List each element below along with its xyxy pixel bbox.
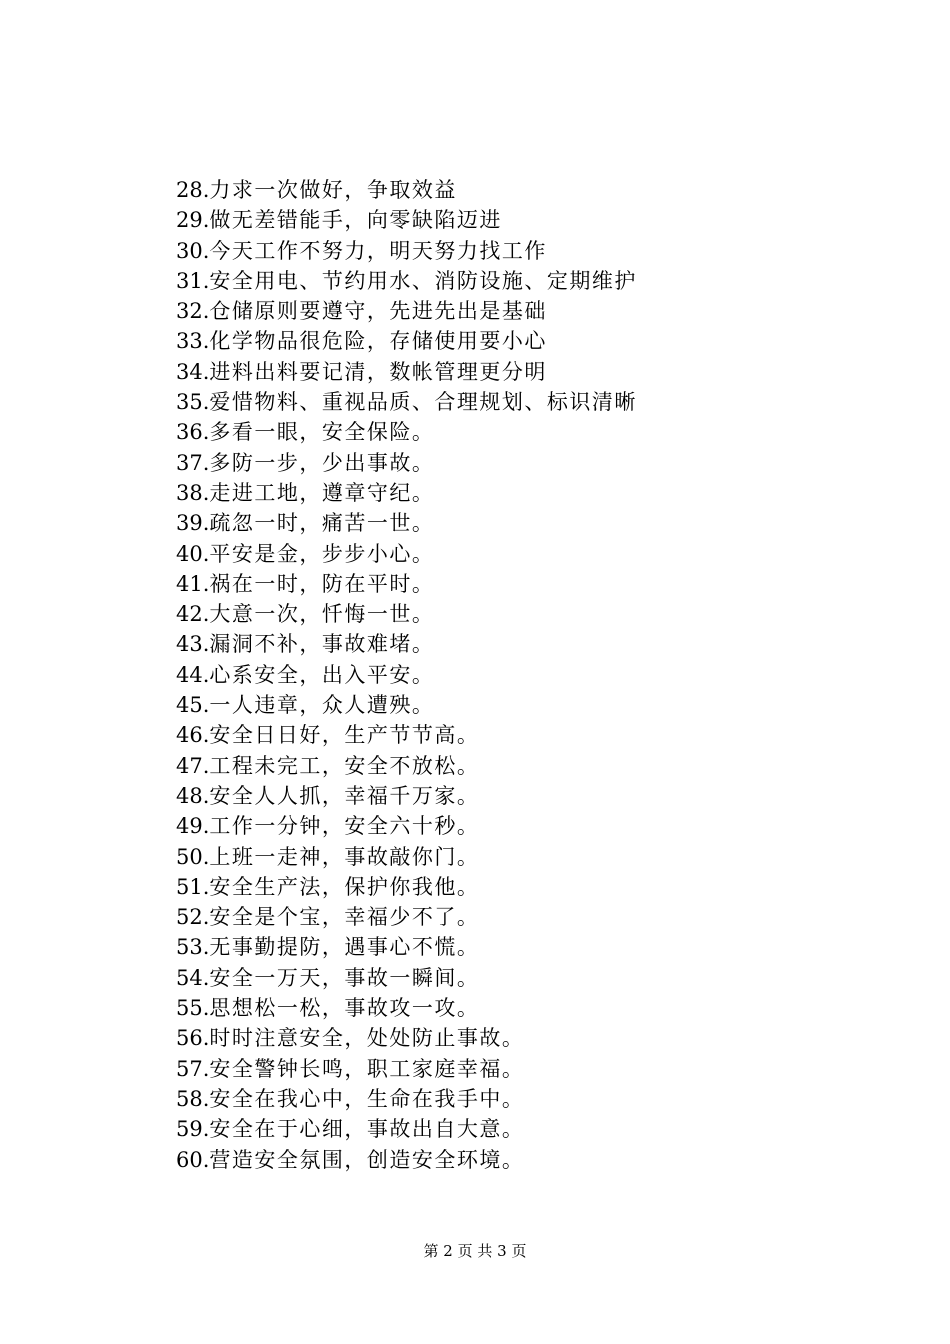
slogan-item	[176, 1054, 637, 1084]
slogan-number: 43.	[176, 632, 210, 657]
slogan-item	[176, 478, 637, 508]
slogan-number: 54.	[176, 965, 210, 990]
slogan-number: 39.	[176, 511, 210, 536]
slogan-text: 走进工地，遵章守纪。	[209, 480, 435, 505]
slogan-number: 36.	[176, 420, 210, 445]
slogan-number: 28.	[176, 178, 210, 202]
slogan-item	[176, 569, 637, 599]
slogan-item	[176, 932, 637, 962]
slogan-number: 42.	[176, 602, 210, 627]
slogan-number: 35.	[176, 390, 210, 415]
slogan-text: 平安是金，步步小心。	[209, 541, 435, 566]
slogan-number: 59.	[176, 1117, 210, 1142]
slogan-item	[176, 902, 637, 932]
slogan-item	[176, 599, 637, 629]
slogan-text: 安全一万天，事故一瞬间。	[209, 965, 480, 990]
slogan-item	[176, 175, 637, 205]
slogan-text: 工程未完工，安全不放松。	[209, 753, 480, 778]
slogan-number: 48.	[176, 783, 210, 808]
slogan-number: 38.	[176, 480, 210, 505]
slogan-item	[176, 963, 637, 993]
slogan-number: 37.	[176, 450, 210, 475]
slogan-text: 今天工作不努力，明天努力找工作	[209, 238, 547, 263]
slogan-item	[176, 266, 637, 296]
slogan-item	[176, 781, 637, 811]
slogan-item	[176, 993, 637, 1023]
slogan-number: 49.	[176, 814, 210, 839]
slogan-text: 上班一走神，事故敲你门。	[209, 844, 480, 869]
slogan-text: 安全人人抓，幸福千万家。	[209, 783, 480, 808]
slogan-item	[176, 236, 637, 266]
slogan-text: 大意一次，忏悔一世。	[209, 602, 435, 627]
slogan-item	[176, 1023, 637, 1053]
slogan-item	[176, 448, 637, 478]
slogan-number: 56.	[176, 1026, 210, 1051]
slogan-number: 53.	[176, 935, 210, 960]
page-footer: 第 2 页 共 3 页	[423, 1242, 527, 1260]
slogan-text: 仓储原则要遵守，先进先出是基础	[209, 299, 547, 324]
slogan-item	[176, 387, 637, 417]
slogan-number: 51.	[176, 874, 210, 899]
slogan-number: 47.	[176, 753, 210, 778]
slogan-text: 思想松一松，事故攻一攻。	[209, 996, 480, 1021]
slogan-number: 33.	[176, 329, 210, 354]
slogan-item	[176, 1114, 637, 1144]
slogan-number: 41.	[176, 571, 210, 596]
slogan-text: 安全生产法，保护你我他。	[209, 874, 480, 899]
slogan-text: 一人违章，众人遭殃。	[209, 693, 435, 718]
slogan-number: 57.	[176, 1056, 210, 1081]
slogan-number: 55.	[176, 996, 210, 1021]
slogan-text: 多防一步，少出事故。	[209, 450, 435, 475]
slogan-text: 进料出料要记清，数帐管理更分明	[209, 359, 547, 384]
slogan-text: 工作一分钟，安全六十秒。	[209, 814, 480, 839]
slogan-number: 30.	[176, 238, 210, 263]
slogan-text: 安全日日好，生产节节高。	[209, 723, 480, 748]
slogan-item	[176, 660, 637, 690]
slogan-text: 营造安全氛围，创造安全环境。	[209, 1147, 525, 1172]
slogan-item	[176, 751, 637, 781]
slogan-text: 安全在我心中，生命在我手中。	[209, 1086, 525, 1111]
slogan-item	[176, 690, 637, 720]
slogan-text: 漏洞不补，事故难堵。	[209, 632, 435, 657]
slogan-text: 做无差错能手，向零缺陷迈进	[209, 208, 502, 233]
slogan-text: 爱惜物料、重视品质、合理规划、标识清晰	[209, 390, 637, 415]
slogan-number: 32.	[176, 299, 210, 324]
slogan-text: 安全警钟长鸣，职工家庭幸福。	[209, 1056, 525, 1081]
slogan-item	[176, 357, 637, 387]
slogan-text: 祸在一时，防在平时。	[209, 571, 435, 596]
slogan-text: 化学物品很危险，存储使用要小心	[209, 329, 547, 354]
slogan-list	[176, 175, 637, 1175]
slogan-number: 31.	[176, 268, 210, 293]
slogan-number: 58.	[176, 1086, 210, 1111]
slogan-text: 时时注意安全，处处防止事故。	[209, 1026, 525, 1051]
slogan-item	[176, 539, 637, 569]
slogan-number: 52.	[176, 905, 210, 930]
slogan-item	[176, 872, 637, 902]
slogan-number: 29.	[176, 208, 210, 233]
slogan-text: 多看一眼，安全保险。	[209, 420, 435, 445]
slogan-number: 44.	[176, 662, 210, 687]
slogan-item	[176, 508, 637, 538]
slogan-item	[176, 205, 637, 235]
slogan-text: 安全用电、节约用水、消防设施、定期维护	[209, 268, 637, 293]
slogan-number: 60.	[176, 1147, 210, 1172]
slogan-item	[176, 326, 637, 356]
slogan-number: 45.	[176, 693, 210, 718]
slogan-item	[176, 842, 637, 872]
slogan-text: 疏忽一时，痛苦一世。	[209, 511, 435, 536]
slogan-text: 无事勤提防，遇事心不慌。	[209, 935, 480, 960]
slogan-item	[176, 417, 637, 447]
slogan-item	[176, 1084, 637, 1114]
slogan-number: 46.	[176, 723, 210, 748]
slogan-item	[176, 1145, 637, 1175]
slogan-item	[176, 296, 637, 326]
slogan-text: 力求一次做好，争取效益	[209, 178, 457, 202]
slogan-text: 安全在于心细，事故出自大意。	[209, 1117, 525, 1142]
slogan-text: 安全是个宝，幸福少不了。	[209, 905, 480, 930]
slogan-item	[176, 629, 637, 659]
slogan-number: 50.	[176, 844, 210, 869]
slogan-number: 34.	[176, 359, 210, 384]
slogan-text: 心系安全，出入平安。	[209, 662, 435, 687]
slogan-number: 40.	[176, 541, 210, 566]
slogan-item	[176, 720, 637, 750]
slogan-item	[176, 811, 637, 841]
